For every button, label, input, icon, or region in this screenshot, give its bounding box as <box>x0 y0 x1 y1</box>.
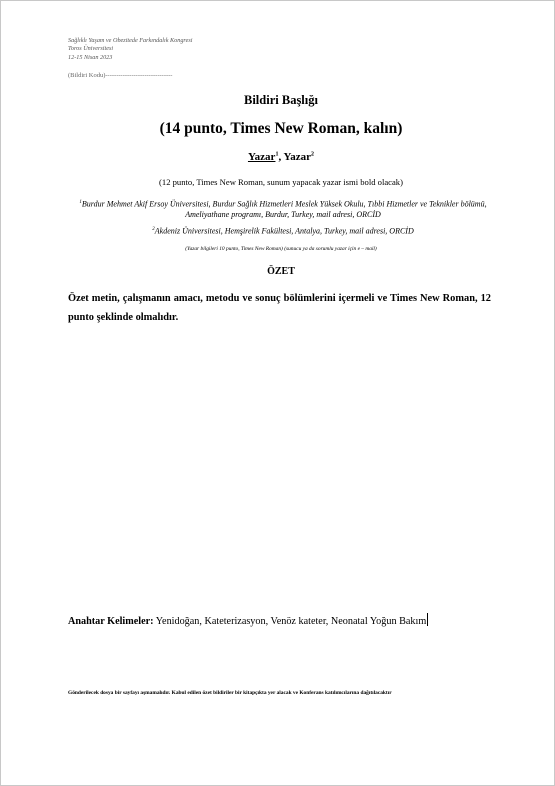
authors-line <box>61 151 501 163</box>
author-format-note: (12 punto, Times New Roman, sunum yapacak yazar ismi bold olacak) <box>159 177 403 187</box>
author-1-sup: 1 <box>275 151 279 158</box>
author-separator: , <box>278 151 284 163</box>
keywords-value: Yenidoğan, Kateterizasyon, Venöz kateter, Neonatal Yoğun Bakım <box>153 616 427 627</box>
conference-dates: 12-15 Nisan 2023 <box>68 53 113 61</box>
keywords-line[interactable] <box>68 613 428 627</box>
affiliation-2-sup: 2 <box>152 227 155 232</box>
university-name: Toros Üniversitesi <box>68 45 114 53</box>
abstract-text[interactable]: Özet metin, çalışmanın amacı, metodu ve sonuç bölümlerini içermeli ve Times New Roman, 12 punto şeklinde olmalıdır. <box>68 293 491 323</box>
affiliation-1-sup: 1 <box>79 200 82 205</box>
affiliation-1 <box>73 198 493 220</box>
paper-code: (Bildiri Kodu)------------------------------- <box>68 72 173 79</box>
author-2-sup: 2 <box>311 151 315 158</box>
title-format-note: (14 punto, Times New Roman, kalın) <box>159 120 403 137</box>
keywords-label: Anahtar Kelimeler: <box>68 616 154 627</box>
paper-title: Bildiri Başlığı <box>244 93 318 107</box>
conference-name: Sağlıklı Yaşam ve Obezitede Farkındalık Kongresi <box>68 37 193 44</box>
affiliation-1-text: Burdur Mehmet Akif Ersoy Üniversitesi, Burdur Sağlık Hizmetleri Meslek Yüksek Okulu, Tıbbi Hizmetler ve Teknikler bölümü, Ameliyathane programı, Burdur, Turkey, mail adresi, ORCİD <box>81 199 487 219</box>
author-info-note: (Yazar bilgileri 10 punto, Times New Roman) (sunucu ya da sorumlu yazar için e – mail) <box>185 246 377 252</box>
author-2: Yazar <box>283 151 312 163</box>
affiliation-2-text: Akdeniz Üniversitesi, Hemşirelik Fakültesi, Antalya, Turkey, mail adresi, ORCİD <box>154 226 414 236</box>
text-cursor <box>427 613 428 626</box>
affiliation-2 <box>73 225 493 237</box>
author-1: Yazar <box>247 151 276 163</box>
conference-header <box>68 37 192 62</box>
abstract-heading: ÖZET <box>267 266 295 277</box>
footer-note: Gönderilecek dosya bir sayfayı aşmamalıdır. Kabul edilen özet bildiriler bir kitapçıkta yer alacak ve Konferans katılımcılarına dağıtılacaktır <box>68 690 392 696</box>
